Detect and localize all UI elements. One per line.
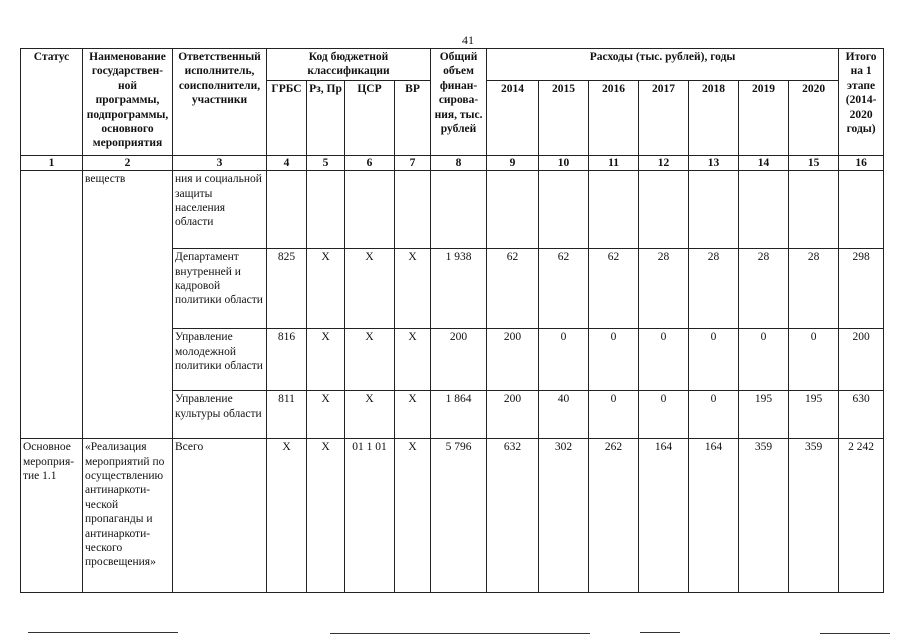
vr-cell: Х <box>395 249 431 329</box>
grbs-cell: 811 <box>267 391 307 439</box>
year-value: 0 <box>689 391 739 439</box>
total-cell: 5 796 <box>431 439 487 593</box>
rz-pr-cell: Х <box>307 249 345 329</box>
scan-artifact <box>640 632 680 633</box>
year-value: 0 <box>539 329 589 391</box>
year-value: 200 <box>487 391 539 439</box>
stage-total-cell: 2 242 <box>839 439 884 593</box>
participant-name: Управление культуры области <box>173 391 267 439</box>
year-value: 62 <box>589 249 639 329</box>
column-number: 10 <box>539 155 589 170</box>
year-value: 28 <box>639 249 689 329</box>
grbs-cell: 825 <box>267 249 307 329</box>
vr-cell: Х <box>395 439 431 593</box>
header-expenses: Расходы (тыс. рублей), годы <box>487 49 839 81</box>
column-number: 6 <box>345 155 395 170</box>
year-value: 62 <box>487 249 539 329</box>
column-number: 7 <box>395 155 431 170</box>
year-value: 28 <box>689 249 739 329</box>
vr-cell: Х <box>395 391 431 439</box>
scan-artifact <box>28 632 178 633</box>
year-value: 164 <box>639 439 689 593</box>
year-value: 195 <box>739 391 789 439</box>
header-grbs: ГРБС <box>267 80 307 155</box>
year-value: 200 <box>487 329 539 391</box>
year-value: 62 <box>539 249 589 329</box>
total-cell: 1 864 <box>431 391 487 439</box>
budget-table <box>20 48 884 593</box>
status-cell-empty <box>21 171 83 439</box>
year-value: 40 <box>539 391 589 439</box>
header-budget-code: Код бюджетной классификации <box>267 49 431 81</box>
column-number: 1 <box>21 155 83 170</box>
year-value: 28 <box>789 249 839 329</box>
program-name-continuation: веществ <box>83 171 173 439</box>
csr-cell: Х <box>345 329 395 391</box>
year-value: 0 <box>589 391 639 439</box>
year-value: 302 <box>539 439 589 593</box>
grbs-cell: Х <box>267 439 307 593</box>
year-value: 0 <box>789 329 839 391</box>
header-csr: ЦСР <box>345 80 395 155</box>
header-rz-pr: Рз, Пр <box>307 80 345 155</box>
total-cell: 200 <box>431 329 487 391</box>
vr-cell: Х <box>395 329 431 391</box>
program-name-cell: «Реализация мероприятий по осуществлению антинаркоти-ческой пропаганды и антинаркоти-ческого просвещения» <box>83 439 173 593</box>
column-number: 3 <box>173 155 267 170</box>
year-value: 0 <box>739 329 789 391</box>
header-vr: ВР <box>395 80 431 155</box>
header-stage-total: Итого на 1 этапе (2014-2020 годы) <box>839 49 884 156</box>
header-year: 2015 <box>539 80 589 155</box>
header-year: 2020 <box>789 80 839 155</box>
header-total-volume: Общий объем финан-сирова-ния, тыс. рублей <box>431 49 487 156</box>
column-number: 4 <box>267 155 307 170</box>
year-value: 0 <box>639 329 689 391</box>
csr-cell: Х <box>345 249 395 329</box>
column-number: 2 <box>83 155 173 170</box>
page-number: 41 <box>462 33 474 47</box>
year-value: 359 <box>739 439 789 593</box>
total-cell: 1 938 <box>431 249 487 329</box>
table-row <box>21 439 884 593</box>
header-responsible: Ответственный исполнитель, соисполнители, участники <box>173 49 267 156</box>
column-number: 16 <box>839 155 884 170</box>
header-year: 2017 <box>639 80 689 155</box>
stage-total-cell: 630 <box>839 391 884 439</box>
participant-name: Департамент внутренней и кадровой политики области <box>173 249 267 329</box>
stage-total-cell: 200 <box>839 329 884 391</box>
scan-artifact <box>820 633 890 634</box>
column-number: 11 <box>589 155 639 170</box>
column-number: 13 <box>689 155 739 170</box>
header-year: 2014 <box>487 80 539 155</box>
csr-cell: 01 1 01 <box>345 439 395 593</box>
year-value: 262 <box>589 439 639 593</box>
year-value: 0 <box>589 329 639 391</box>
header-program-name: Наименование государствен-ной программы, подпрограммы, основного мероприятия <box>83 49 173 156</box>
table-row <box>21 171 884 249</box>
year-value: 359 <box>789 439 839 593</box>
year-value: 0 <box>639 391 689 439</box>
status-cell: Основное мероприя-тие 1.1 <box>21 439 83 593</box>
header-year: 2018 <box>689 80 739 155</box>
grbs-cell: 816 <box>267 329 307 391</box>
stage-total-cell: 298 <box>839 249 884 329</box>
scan-artifact <box>330 633 590 634</box>
csr-cell: Х <box>345 391 395 439</box>
rz-pr-cell: Х <box>307 391 345 439</box>
column-number: 12 <box>639 155 689 170</box>
participant-continuation: ния и социальной защиты населения области <box>173 171 267 249</box>
participant-name: Управление молодежной политики области <box>173 329 267 391</box>
header-year: 2019 <box>739 80 789 155</box>
column-number: 15 <box>789 155 839 170</box>
header-status: Статус <box>21 49 83 156</box>
year-value: 195 <box>789 391 839 439</box>
column-number: 8 <box>431 155 487 170</box>
year-value: 164 <box>689 439 739 593</box>
header-year: 2016 <box>589 80 639 155</box>
participant-name: Всего <box>173 439 267 593</box>
year-value: 28 <box>739 249 789 329</box>
column-number-row <box>21 155 884 170</box>
year-value: 632 <box>487 439 539 593</box>
column-number: 9 <box>487 155 539 170</box>
rz-pr-cell: Х <box>307 329 345 391</box>
column-number: 5 <box>307 155 345 170</box>
year-value: 0 <box>689 329 739 391</box>
column-number: 14 <box>739 155 789 170</box>
rz-pr-cell: Х <box>307 439 345 593</box>
